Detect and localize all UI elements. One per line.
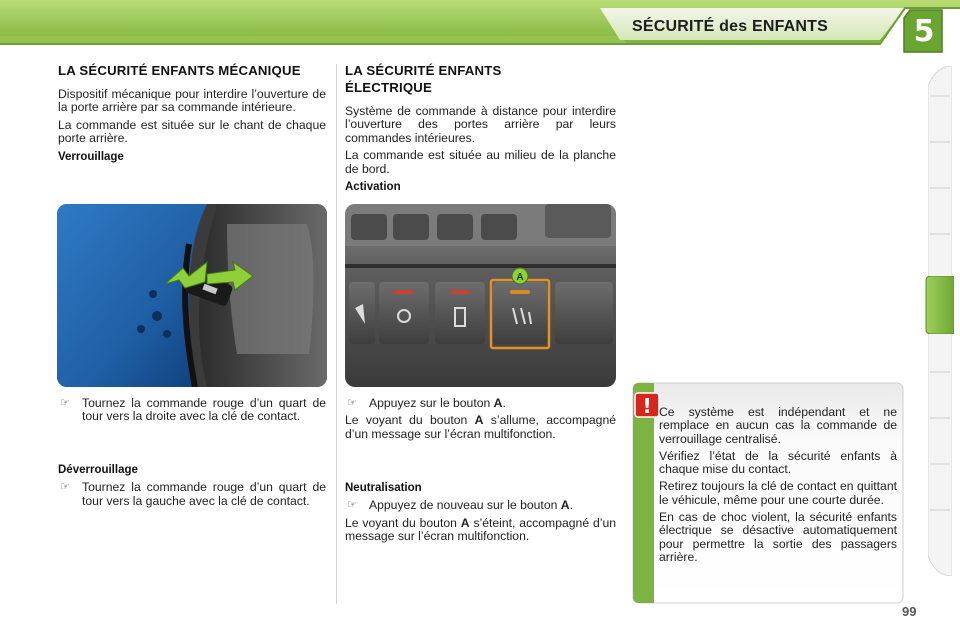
chapter-number: 5 [913,14,935,49]
electric-intro-2: La commande est située au milieu de la planche de bord. [345,148,616,176]
activation-heading: Activation [345,181,401,194]
unlock-heading: Déverrouillage [58,464,138,476]
page-number: 99 [902,604,917,619]
mechanical-heading: LA SÉCURITÉ ENFANTS MÉCANIQUE [58,63,301,78]
door-lock-photo [57,204,327,387]
photo-callout-a: A [516,272,524,283]
lock-heading: Verrouillage [58,150,124,163]
warning-p2: Vérifiez l’état de la sécurité enfants à chaque mise du contact. [659,448,897,477]
neutralisation-heading: Neutralisation [345,482,422,494]
unlock-step [58,481,326,508]
activation-step [345,397,616,410]
lock-step-text: Tournez la commande rouge d’un quart de tour vers la droite avec la clé de contact. [82,396,326,424]
dashboard-buttons-photo [345,204,616,387]
neutralisation-step [345,499,616,512]
electric-heading [345,62,616,96]
lock-instructions [58,397,326,428]
hand-pointer-icon: ☞ [60,397,70,409]
hand-pointer-icon: ☞ [347,397,357,409]
mechanical-section [58,62,326,168]
unlock-instructions [58,460,326,512]
warning-p3: Retirez toujours la clé de contact en quittant le véhicule, même pour une courte durée. [659,479,897,507]
unlock-step-text: Tournez la commande rouge d’un quart de tour vers la gauche avec la clé de contact. [82,480,326,508]
column-divider [336,64,337,604]
active-chapter-tab[interactable] [920,276,954,334]
electric-section [345,62,616,198]
page-title: SÉCURITÉ des ENFANTS [632,18,829,35]
warning-p1: Ce système est indépendant et ne remplace en aucun cas la commande de verrouillage centralisé. [659,405,897,446]
electric-heading-line2: ÉLECTRIQUE [345,80,432,95]
activation-step-text: Appuyez sur le bouton A. [369,396,506,410]
warning-text [659,406,897,568]
electric-heading-line1: LA SÉCURITÉ ENFANTS [345,63,502,78]
svg-text:!: ! [642,394,652,418]
hand-pointer-icon: ☞ [347,499,357,512]
electric-intro-1: Système de commande à distance pour interdire l’ouverture des portes arrière par leurs commandes intérieures. [345,104,616,145]
hand-pointer-icon: ☞ [60,481,70,494]
mechanical-intro-2: La commande est située sur le chant de chaque porte arrière. [58,117,326,146]
warning-p4: En cas de choc violent, la sécurité enfants électrique se désactive automatiquement pour permettre la sortie des passagers arrière. [659,510,897,564]
activation-instructions [345,397,616,445]
neutralisation-note: Le voyant du bouton A s’éteint, accompagné d’un message sur l’écran multifonction. [345,515,616,544]
neutralisation-instructions [345,478,616,548]
lock-step [58,397,326,424]
warning-icon [634,392,660,418]
mechanical-intro-1: Dispositif mécanique pour interdire l’ouverture de la porte arrière par sa commande intérieure. [58,87,326,115]
neutralisation-step-text: Appuyez de nouveau sur le bouton A. [369,498,573,513]
activation-note: Le voyant du bouton A s’allume, accompagné d’un message sur l’écran multifonction. [345,413,616,441]
